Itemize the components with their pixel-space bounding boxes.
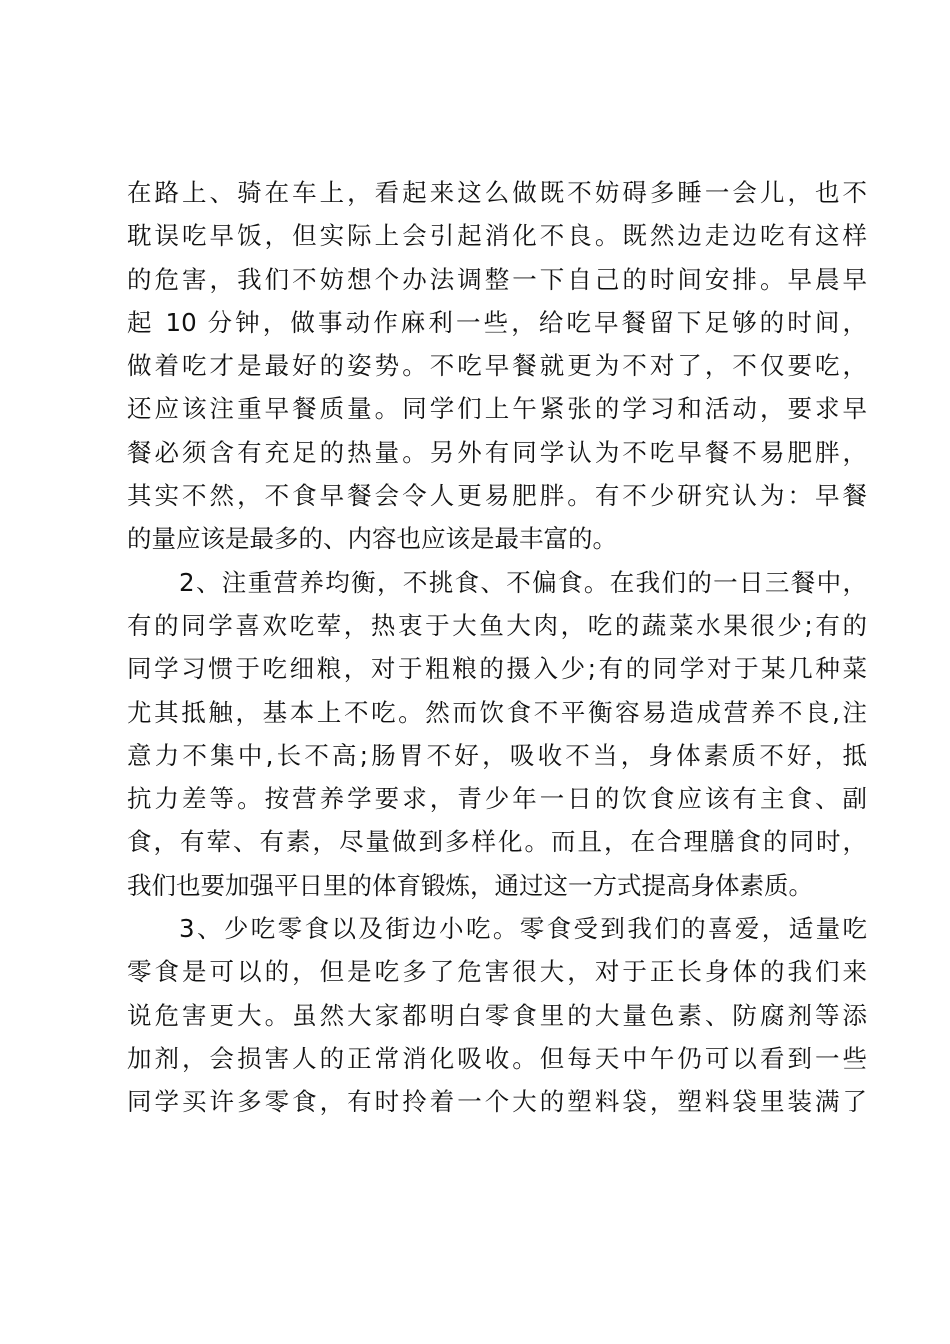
text-line: 同学买许多零食，有时拎着一个大的塑料袋，塑料袋里装满了 xyxy=(127,1087,867,1117)
text-line: 还应该注重早餐质量。同学们上午紧张的学习和活动，要求早 xyxy=(127,394,867,424)
paragraph-balanced-diet xyxy=(127,561,867,907)
text-line: 有的同学喜欢吃荤，热衷于大鱼大肉，吃的蔬菜水果很少;有的 xyxy=(127,610,867,640)
text-line: 在路上、骑在车上，看起来这么做既不妨碍多睡一会儿，也不 xyxy=(127,178,867,207)
text-line: 的量应该是最多的、内容也应该是最丰富的。 xyxy=(127,524,617,554)
text-line: 尤其抵触，基本上不吃。然而饮食不平衡容易造成营养不良,注 xyxy=(127,697,867,727)
text-line: 餐必须含有充足的热量。另外有同学认为不吃早餐不易肥胖， xyxy=(127,437,867,467)
text-line: 说危害更大。虽然大家都明白零食里的大量色素、防腐剂等添 xyxy=(127,1000,867,1030)
text-line: 加剂，会损害人的正常消化吸收。但每天中午仍可以看到一些 xyxy=(127,1043,867,1073)
text-line: 我们也要加强平日里的体育锻炼，通过这一方式提高身体素质。 xyxy=(127,870,813,900)
text-line: 食，有荤、有素，尽量做到多样化。而且，在合理膳食的同时， xyxy=(127,827,867,857)
text-line: 做着吃才是最好的姿势。不吃早餐就更为不对了，不仅要吃， xyxy=(127,351,867,381)
text-line: 耽误吃早饭，但实际上会引起消化不良。既然边走边吃有这样 xyxy=(127,221,867,251)
text-line: 意力不集中,长不高;肠胃不好，吸收不当，身体素质不好，抵 xyxy=(127,740,867,770)
text-line: 2、注重营养均衡，不挑食、不偏食。在我们的一日三餐中， xyxy=(179,567,867,597)
text-line: 其实不然，不食早餐会令人更易肥胖。有不少研究认为：早餐 xyxy=(127,481,867,511)
text-line: 3、少吃零食以及街边小吃。零食受到我们的喜爱，适量吃 xyxy=(179,914,867,944)
body-text xyxy=(127,171,867,1124)
text-line: 同学习惯于吃细粮，对于粗粮的摄入少;有的同学对于某几种菜 xyxy=(127,654,867,684)
text-line: 起 10 分钟，做事动作麻利一些，给吃早餐留下足够的时间， xyxy=(127,307,867,337)
text-line: 零食是可以的，但是吃多了危害很大，对于正长身体的我们来 xyxy=(127,957,867,987)
paragraph-breakfast xyxy=(127,171,867,561)
paragraph-snacks xyxy=(127,907,867,1123)
text-line: 抗力差等。按营养学要求，青少年一日的饮食应该有主食、副 xyxy=(127,784,867,814)
text-line: 的危害，我们不妨想个办法调整一下自己的时间安排。早晨早 xyxy=(127,264,867,294)
